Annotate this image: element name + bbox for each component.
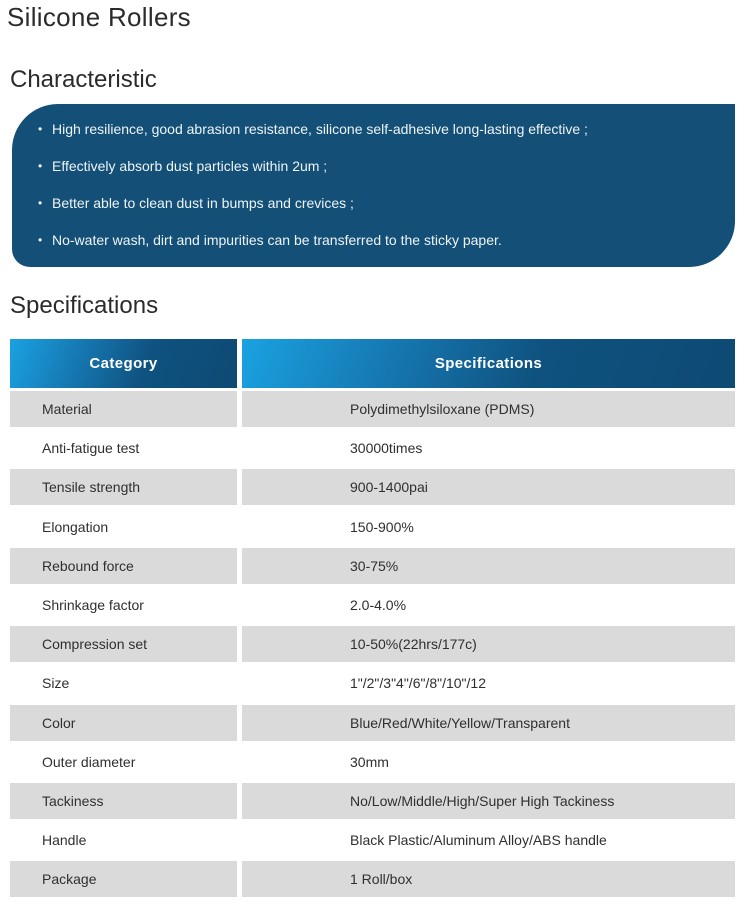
category-cell: Tackiness — [10, 783, 237, 819]
category-cell: Handle — [42, 832, 87, 849]
table-body — [10, 391, 735, 897]
specification-cell: Blue/Red/White/Yellow/Transparent — [242, 705, 735, 741]
specification-cell: Polydimethylsiloxane (PDMS) — [242, 391, 735, 427]
table-header — [10, 339, 735, 388]
characteristic-heading: Characteristic — [10, 66, 157, 93]
specification-cell: 30mm — [350, 753, 389, 770]
table-row — [10, 587, 735, 623]
table-row — [10, 705, 735, 741]
table-row — [10, 665, 735, 701]
characteristic-item — [38, 155, 735, 192]
specification-cell: 1 Roll/box — [242, 861, 735, 897]
category-cell: Outer diameter — [42, 753, 136, 770]
specification-cell: No/Low/Middle/High/Super High Tackiness — [242, 783, 735, 819]
specification-cell: 150-900% — [350, 518, 414, 535]
bullet-icon: • — [38, 233, 43, 247]
specification-cell: 1"/2"/3"4"/6"/8"/10"/12 — [350, 675, 486, 692]
characteristic-item — [38, 192, 735, 229]
table-row — [10, 626, 735, 662]
characteristic-item — [38, 229, 735, 266]
specification-cell: 10-50%(22hrs/177c) — [242, 626, 735, 662]
specifications-heading: Specifications — [10, 292, 159, 319]
category-cell: Size — [42, 675, 70, 692]
table-row — [10, 744, 735, 780]
characteristic-list — [38, 118, 735, 266]
table-row — [10, 783, 735, 819]
specification-cell: 900-1400pai — [242, 469, 735, 505]
table-row — [10, 822, 735, 858]
specification-cell: 30-75% — [242, 548, 735, 584]
category-cell: Rebound force — [10, 548, 237, 584]
table-row — [10, 509, 735, 545]
bullet-icon: • — [38, 159, 43, 173]
characteristic-text: Better able to clean dust in bumps and crevices ; — [52, 195, 354, 211]
characteristic-item — [38, 118, 735, 155]
table-row — [10, 391, 735, 427]
category-cell: Elongation — [42, 518, 109, 535]
characteristic-text: No-water wash, dirt and impurities can be transferred to the sticky paper. — [52, 232, 502, 248]
category-cell: Color — [10, 705, 237, 741]
category-cell: Tensile strength — [10, 469, 237, 505]
characteristic-text: Effectively absorb dust particles within 2um ; — [52, 158, 328, 174]
table-row — [10, 548, 735, 584]
table-row — [10, 469, 735, 505]
table-row — [10, 861, 735, 897]
bullet-icon: • — [38, 122, 43, 136]
category-cell: Anti-fatigue test — [42, 440, 140, 457]
specification-cell: 2.0-4.0% — [350, 596, 407, 613]
table-row — [10, 430, 735, 466]
category-cell: Material — [10, 391, 237, 427]
specification-cell: 30000times — [350, 440, 423, 457]
bullet-icon: • — [38, 196, 43, 210]
category-cell: Compression set — [10, 626, 237, 662]
page-title: Silicone Rollers — [7, 2, 191, 32]
column-header-specifications: Specifications — [242, 339, 735, 388]
specification-cell: Black Plastic/Aluminum Alloy/ABS handle — [350, 832, 607, 849]
specifications-table — [10, 339, 735, 900]
column-header-category: Category — [10, 339, 237, 388]
characteristic-text: High resilience, good abrasion resistance, silicone self-adhesive long-lasting effective ; — [52, 121, 588, 137]
characteristic-panel — [12, 104, 735, 267]
category-cell: Package — [10, 861, 237, 897]
category-cell: Shrinkage factor — [42, 596, 144, 613]
